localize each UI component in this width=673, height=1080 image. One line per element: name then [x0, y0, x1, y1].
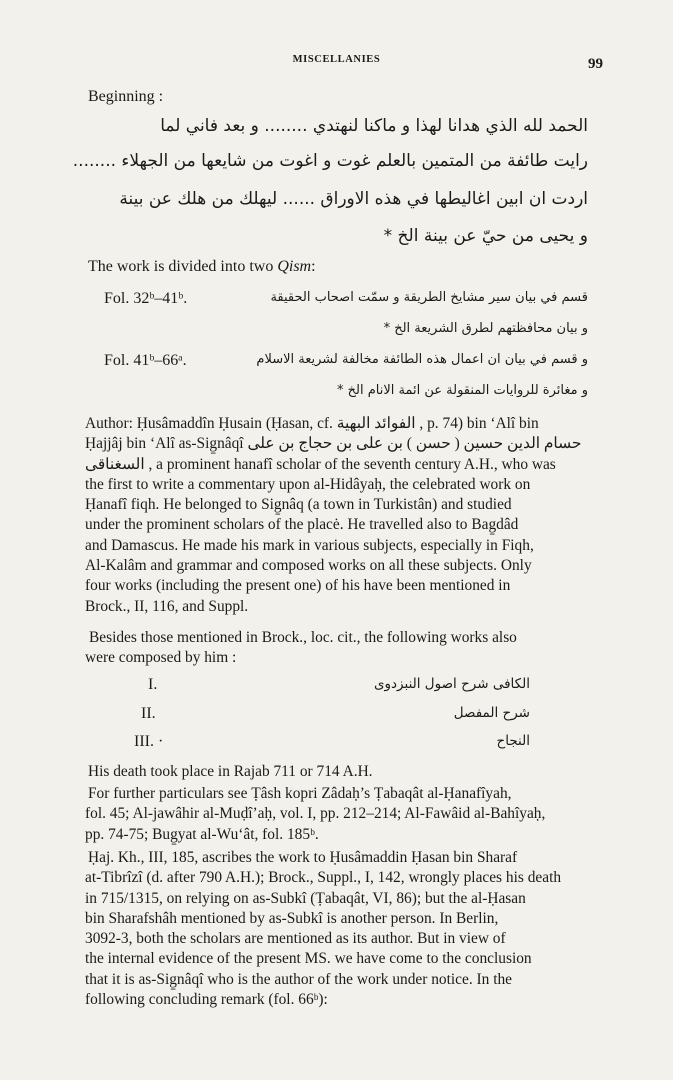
division-arabic-line: و مغائرة للروايات المنقولة عن ائمة الانام الخ *: [337, 383, 588, 398]
text-line: at-Tibrîzî (d. after 790 A.H.); Brock., Suppl., I, 142, wrongly places his death: [85, 869, 562, 887]
text-line: Author: Ḥusâmaddîn Ḥusain (Ḥasan, cf. الفوائد البهية , p. 74) bin ‘Alî bin: [85, 415, 539, 432]
beginning-arabic-line: و يحيى من حيّ عن بينة الخ *: [383, 226, 588, 246]
text-line: following concluding remark (fol. 66ᵇ):: [85, 991, 328, 1009]
text-line: 3092-3, both the scholars are mentioned as its author. But in view of: [85, 930, 506, 948]
work-title-arabic: الكافى شرح اصول النبزدوى: [373, 676, 530, 692]
text-line: Ḥaj. Kh., III, 185, ascribes the work to Ḥusâmaddin Ḥasan bin Sharaf: [88, 849, 518, 866]
text-line: and Damascus. He made his mark in various subjects, especially in Fiqh,: [85, 536, 534, 554]
text-line: that it is as-Sig̱nâqî who is the author of the work under notice. In the: [85, 970, 512, 988]
folio-reference: Fol. 41ᵇ–66ᵃ.: [104, 352, 187, 369]
text-line: in 715/1315, on relying on as-Subkî (Ṭabaqât, VI, 86); but the al-Ḥasan: [85, 889, 526, 907]
text-line: fol. 45; Al-jawâhir al-Muḍî’aḥ, vol. I, pp. 212–214; Al-Fawâid al-Bahîyaḥ,: [85, 805, 546, 823]
text-line: pp. 74-75; Bug̱yat al-Wu‘ât, fol. 185ᵇ.: [85, 825, 319, 843]
beginning-arabic-line: الحمد لله الذي هدانا لهذا و ماكنا لنهتدي ........ و بعد فاني لما: [160, 116, 588, 136]
beginning-arabic-line: رايت طائفة من المتمين بالعلم غوت و اغوت من شايعها من الجهلاء ........: [72, 151, 588, 171]
beginning-label: Beginning :: [88, 88, 164, 105]
work-numeral: I.: [148, 676, 158, 693]
text-line: Brock., II, 116, and Suppl.: [85, 597, 249, 615]
division-intro: [88, 258, 316, 276]
text-line: four works (including the present one) of his have been mentioned in: [85, 577, 511, 595]
division-intro-suffix: :: [311, 258, 316, 275]
death-statement: His death took place in Rajab 711 or 714 A.H.: [88, 763, 373, 780]
division-arabic-line: و قسم في بيان ان اعمال هذه الطائفة مخالفة لشريعة الاسلام: [256, 352, 588, 367]
beginning-arabic-line: اردت ان ابين اغاليطها في هذه الاوراق ...... ليهلك من هلك عن بينة: [119, 189, 588, 209]
text-line: For further particulars see Ṭâsh kopri Zâdaḥ’s Ṭabaqât al-Ḥanafîyah,: [88, 785, 512, 802]
work-title-arabic: النجاح: [496, 733, 530, 749]
division-arabic-line: و بيان محافظتهم لطرق الشريعة الخ *: [383, 321, 588, 336]
division-intro-text: The work is divided into two: [88, 258, 278, 275]
running-header: MISCELLANIES: [292, 54, 381, 65]
folio-reference: Fol. 32ᵇ–41ᵇ.: [104, 290, 188, 307]
author-paragraph: [85, 414, 597, 617]
work-numeral: II.: [141, 705, 156, 722]
work-numeral: III. ·: [134, 733, 164, 750]
haj-paragraph: [85, 848, 597, 1010]
text-line: bin Sharafshâh mentioned by as-Subkî is another person. In Berlin,: [85, 909, 499, 927]
text-line: Besides those mentioned in Brock., loc. cit., the following works also: [89, 629, 517, 646]
text-line: Ḥanafî fiqh. He belonged to Sig̱nâq (a town in Turkistân) and studied: [85, 496, 512, 514]
division-intro-term: Qism: [277, 258, 312, 275]
text-line: the first to write a commentary upon al-Hidâyaḥ, the celebrated work on: [85, 475, 531, 493]
particulars-paragraph: [85, 784, 597, 845]
text-line: under the prominent scholars of the placė. He travelled also to Bag̱dâd: [85, 516, 519, 534]
text-line: Al-Kalâm and grammar and composed works on all these subjects. Only: [85, 557, 532, 575]
division-arabic-line: قسم في بيان سير مشايخ الطريقة و سمّت اصحاب الحقيقة: [270, 290, 588, 305]
text-line: Ḥajjâj bin ‘Alî as-Sig̱nâqî حسام الدين حسين ( حسن ) بن على بن حجاج بن على: [85, 435, 582, 453]
page-number: 99: [588, 56, 603, 72]
text-line: السغناقى , a prominent hanafî scholar of the seventh century A.H., who was: [85, 455, 556, 473]
work-title-arabic: شرح المفصل: [453, 705, 530, 721]
text-line: the internal evidence of the present MS. we have come to the conclusion: [85, 950, 532, 968]
text-line: were composed by him :: [85, 649, 237, 667]
works-intro-paragraph: [85, 628, 597, 669]
